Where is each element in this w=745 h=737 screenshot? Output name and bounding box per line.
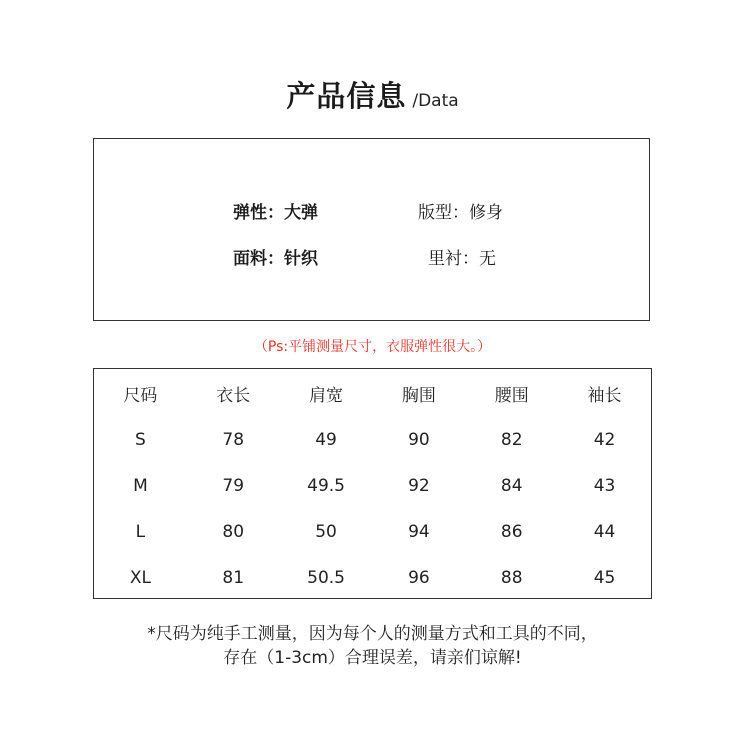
header-cell: 袖长 [587,385,622,406]
title-sub: /Data [412,91,459,111]
size-chart [93,368,652,599]
table-cell: 96 [408,568,430,588]
table-cell: 43 [593,476,616,496]
table-cell: 94 [408,522,430,542]
table-row [94,417,651,463]
attr-elasticity-value: 大弹 [284,203,318,223]
page-title [0,74,745,115]
table-cell: 84 [500,476,523,496]
table-cell: 80 [222,522,245,542]
size-table [94,369,651,601]
title-main: 产品信息 [286,79,407,113]
attr-lining-value: 无 [479,249,496,269]
table-cell: 44 [593,522,616,542]
table-cell: 92 [408,476,430,496]
table-cell: 88 [500,568,523,588]
attr-fabric-value: 针织 [284,249,318,269]
header-cell: 腰围 [494,385,529,406]
table-cell: XL [129,568,151,588]
table-row [94,509,651,555]
disclaimer [0,622,745,670]
attr-lining [428,244,496,269]
attr-lining-label: 里衬： [428,249,479,269]
disclaimer-line-2: 存在（1-3cm）合理误差，请亲们谅解! [223,648,522,668]
header-cell: 衣长 [216,385,251,406]
table-cell: 82 [500,430,523,450]
attr-fabric [233,244,318,269]
table-cell: 79 [222,476,245,496]
table-header-row [94,369,651,417]
attr-fit [418,198,503,223]
table-cell: M [133,476,148,496]
table-cell: 49.5 [307,476,345,496]
table-cell: 49 [315,430,337,450]
attr-fabric-label: 面料： [233,249,284,269]
disclaimer-line-1: *尺码为纯手工测量，因为每个人的测量方式和工具的不同， [147,624,598,644]
table-cell: 86 [500,522,523,542]
table-row [94,555,651,601]
table-cell: 50.5 [307,568,345,588]
table-cell: 50 [315,522,337,542]
attr-fit-label: 版型： [418,203,469,223]
table-cell: 42 [593,430,616,450]
table-cell: 90 [408,430,430,450]
attr-elasticity [233,198,318,223]
attributes-panel [93,138,650,321]
table-cell: 78 [222,430,245,450]
table-row [94,463,651,509]
header-cell: 胸围 [401,385,436,406]
table-cell: S [135,430,146,450]
table-cell: L [135,522,146,542]
header-cell: 肩宽 [309,385,344,406]
attr-fit-value: 修身 [469,203,503,223]
measurement-note: （Ps:平铺测量尺寸，衣服弹性很大。） [253,339,492,355]
header-cell: 尺码 [123,385,158,406]
table-cell: 81 [222,568,245,588]
attr-elasticity-label: 弹性： [233,203,284,223]
table-cell: 45 [593,568,616,588]
